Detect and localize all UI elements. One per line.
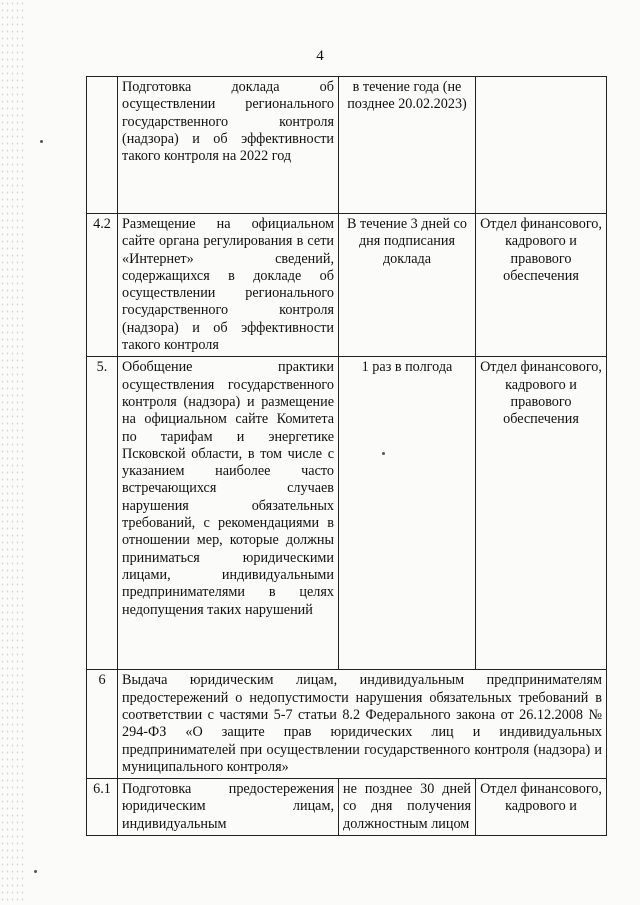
term-cell: 1 раз в полгода xyxy=(339,357,476,670)
term-cell: В течение 3 дней со дня подписания доклада xyxy=(339,214,476,357)
table-row xyxy=(87,357,607,670)
row-number: 5. xyxy=(87,357,118,670)
term-cell: в течение года (не позднее 20.02.2023) xyxy=(339,77,476,214)
responsible-cell xyxy=(476,77,607,214)
page-number: 4 xyxy=(316,48,324,64)
table-row xyxy=(87,77,607,214)
scan-speck xyxy=(34,870,37,873)
table-row xyxy=(87,779,607,836)
merged-section-cell: Выдача юридическим лицам, индивидуальным предпринимателям предостережений о недопустимости нарушения обязательных требований в соответствии с частями 5-7 статьи 8.2 Федерального закона от 26.12.2008 № 294-ФЗ «О защите прав юридических лиц и индивидуальных предпринимателей при осуществлении государственного контроля (надзора) и муниципального контроля» xyxy=(118,670,607,779)
term-cell: не позднее 30 дней со дня получения должностным лицом xyxy=(339,779,476,836)
event-cell: Обобщение практики осуществления государственного контроля (надзора) и размещение на официальном сайте Комитета по тарифам и энергетике Псковской области, в том числе с указанием наиболее часто встречающихся случаев нарушения обязательных требований, с рекомендациями в отношении мер, которые должны приниматься юридическими лицами, индивидуальными предпринимателями в целях недопущения таких нарушений xyxy=(118,357,339,670)
scan-edge-artifact xyxy=(0,0,24,905)
responsible-cell: Отдел финансового, кадрового и правового обеспечения xyxy=(476,214,607,357)
event-cell: Подготовка доклада об осуществлении регионального государственного контроля (надзора) и об эффективности такого контроля на 2022 год xyxy=(118,77,339,214)
event-cell: Подготовка предостережения юридическим лицам, индивидуальным xyxy=(118,779,339,836)
event-cell: Размещение на официальном сайте органа регулирования в сети «Интернет» сведений, содержащихся в докладе об осуществлении регионального государственного контроля (надзора) и об эффективности такого контроля xyxy=(118,214,339,357)
table-row xyxy=(87,670,607,779)
scan-speck xyxy=(382,452,385,455)
responsible-cell: Отдел финансового, кадрового и xyxy=(476,779,607,836)
table-row xyxy=(87,214,607,357)
row-number xyxy=(87,77,118,214)
plan-table xyxy=(86,76,607,836)
responsible-cell: Отдел финансового, кадрового и правового обеспечения xyxy=(476,357,607,670)
row-number: 6 xyxy=(87,670,118,779)
scan-speck xyxy=(40,140,43,143)
row-number: 6.1 xyxy=(87,779,118,836)
row-number: 4.2 xyxy=(87,214,118,357)
